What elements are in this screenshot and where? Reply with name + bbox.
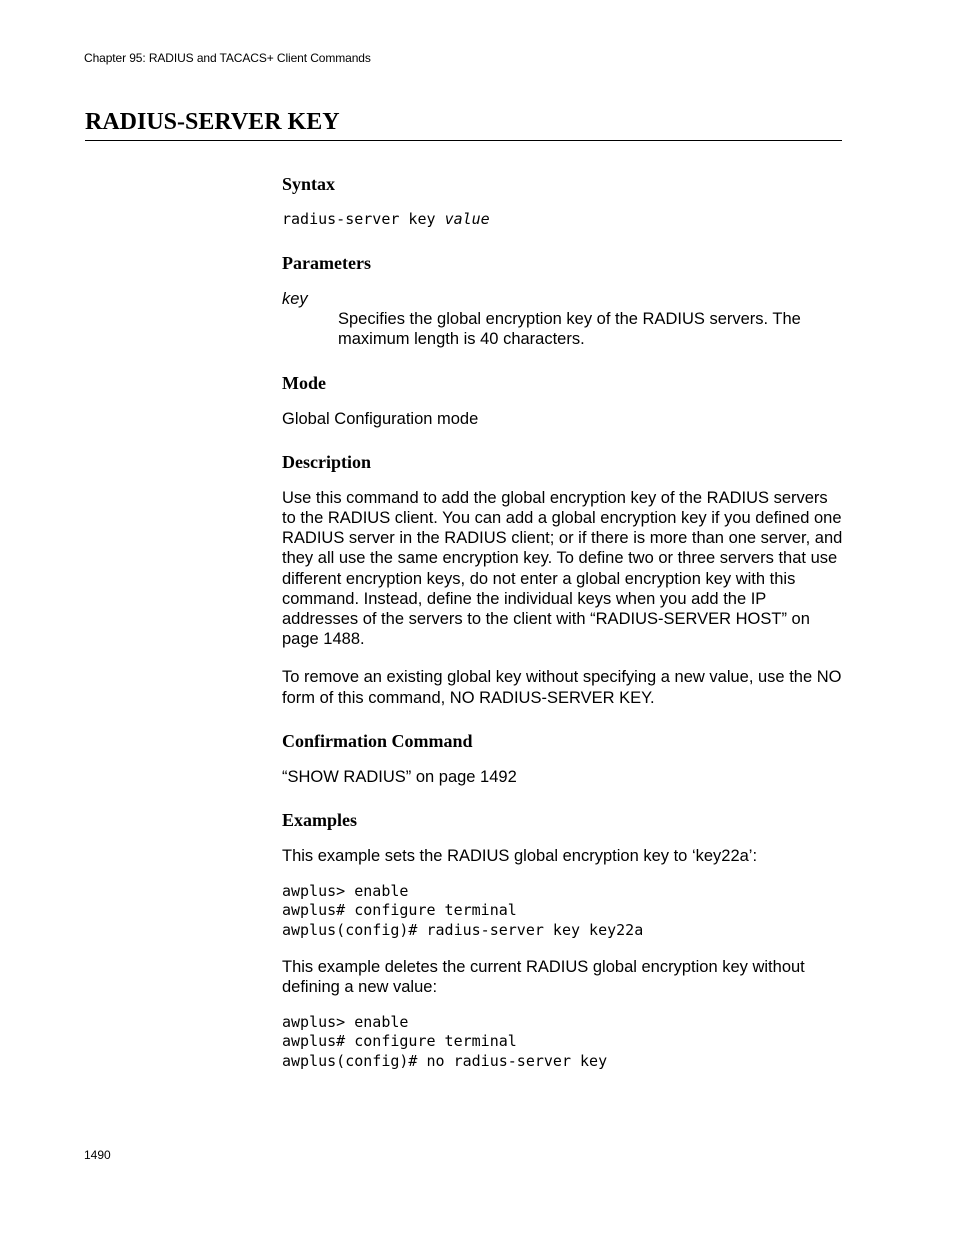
parameters-heading: Parameters (282, 253, 371, 274)
mode-heading: Mode (282, 372, 326, 393)
code-line: awplus(config)# radius-server key key22a (282, 920, 644, 939)
code-line: awplus(config)# no radius-server key (282, 1051, 608, 1070)
parameter-description: Specifies the global encryption key of the RADIUS servers. The maximum length is 40 characters. (338, 310, 801, 349)
description-paragraph-2: To remove an existing global key without specifying a new value, use the NO form of this command, NO RADIUS-SERVER KEY. (282, 668, 842, 707)
page-title: RADIUS-SERVER KEY (85, 109, 340, 135)
confirmation-heading: Confirmation Command (282, 730, 473, 751)
syntax-heading: Syntax (282, 174, 336, 194)
example-1-intro: This example sets the RADIUS global encryption key to ‘key22a’: (282, 847, 758, 866)
syntax-line (282, 210, 844, 229)
main-content (282, 172, 844, 1071)
title-rule (85, 140, 842, 141)
mode-text: Global Configuration mode (282, 409, 479, 428)
example-2-code-block (282, 1013, 844, 1071)
description-paragraph-1: Use this command to add the global encryption key of the RADIUS servers to the RADIUS client. You can add a global encryption key if you defined one RADIUS server in the RADIUS client; or if there is more than one server, and they all use the same encryption key. To define two or three servers that use different encryption keys, do not enter a global encryption key with this command. Instead, define the individual keys when you add the IP addresses of the servers to the client with “RADIUS-SERVER HOST” on page 1488. (282, 488, 843, 649)
code-line: awplus# configure terminal (282, 901, 517, 920)
code-line: awplus> enable (282, 1013, 409, 1032)
code-line: awplus> enable (282, 882, 409, 901)
page-number: 1490 (84, 1148, 111, 1162)
running-header: Chapter 95: RADIUS and TACACS+ Client Commands (84, 51, 371, 65)
confirmation-text: “SHOW RADIUS” on page 1492 (282, 767, 517, 786)
syntax-command: radius-server key (282, 210, 445, 228)
parameter-name: key (282, 290, 308, 309)
description-heading: Description (282, 451, 371, 472)
syntax-argument: value (444, 210, 490, 228)
examples-heading: Examples (282, 810, 358, 831)
example-2-intro: This example deletes the current RADIUS global encryption key without defining a new value: (282, 957, 805, 997)
code-line: awplus# configure terminal (282, 1032, 517, 1051)
example-1-code-block (282, 882, 844, 940)
